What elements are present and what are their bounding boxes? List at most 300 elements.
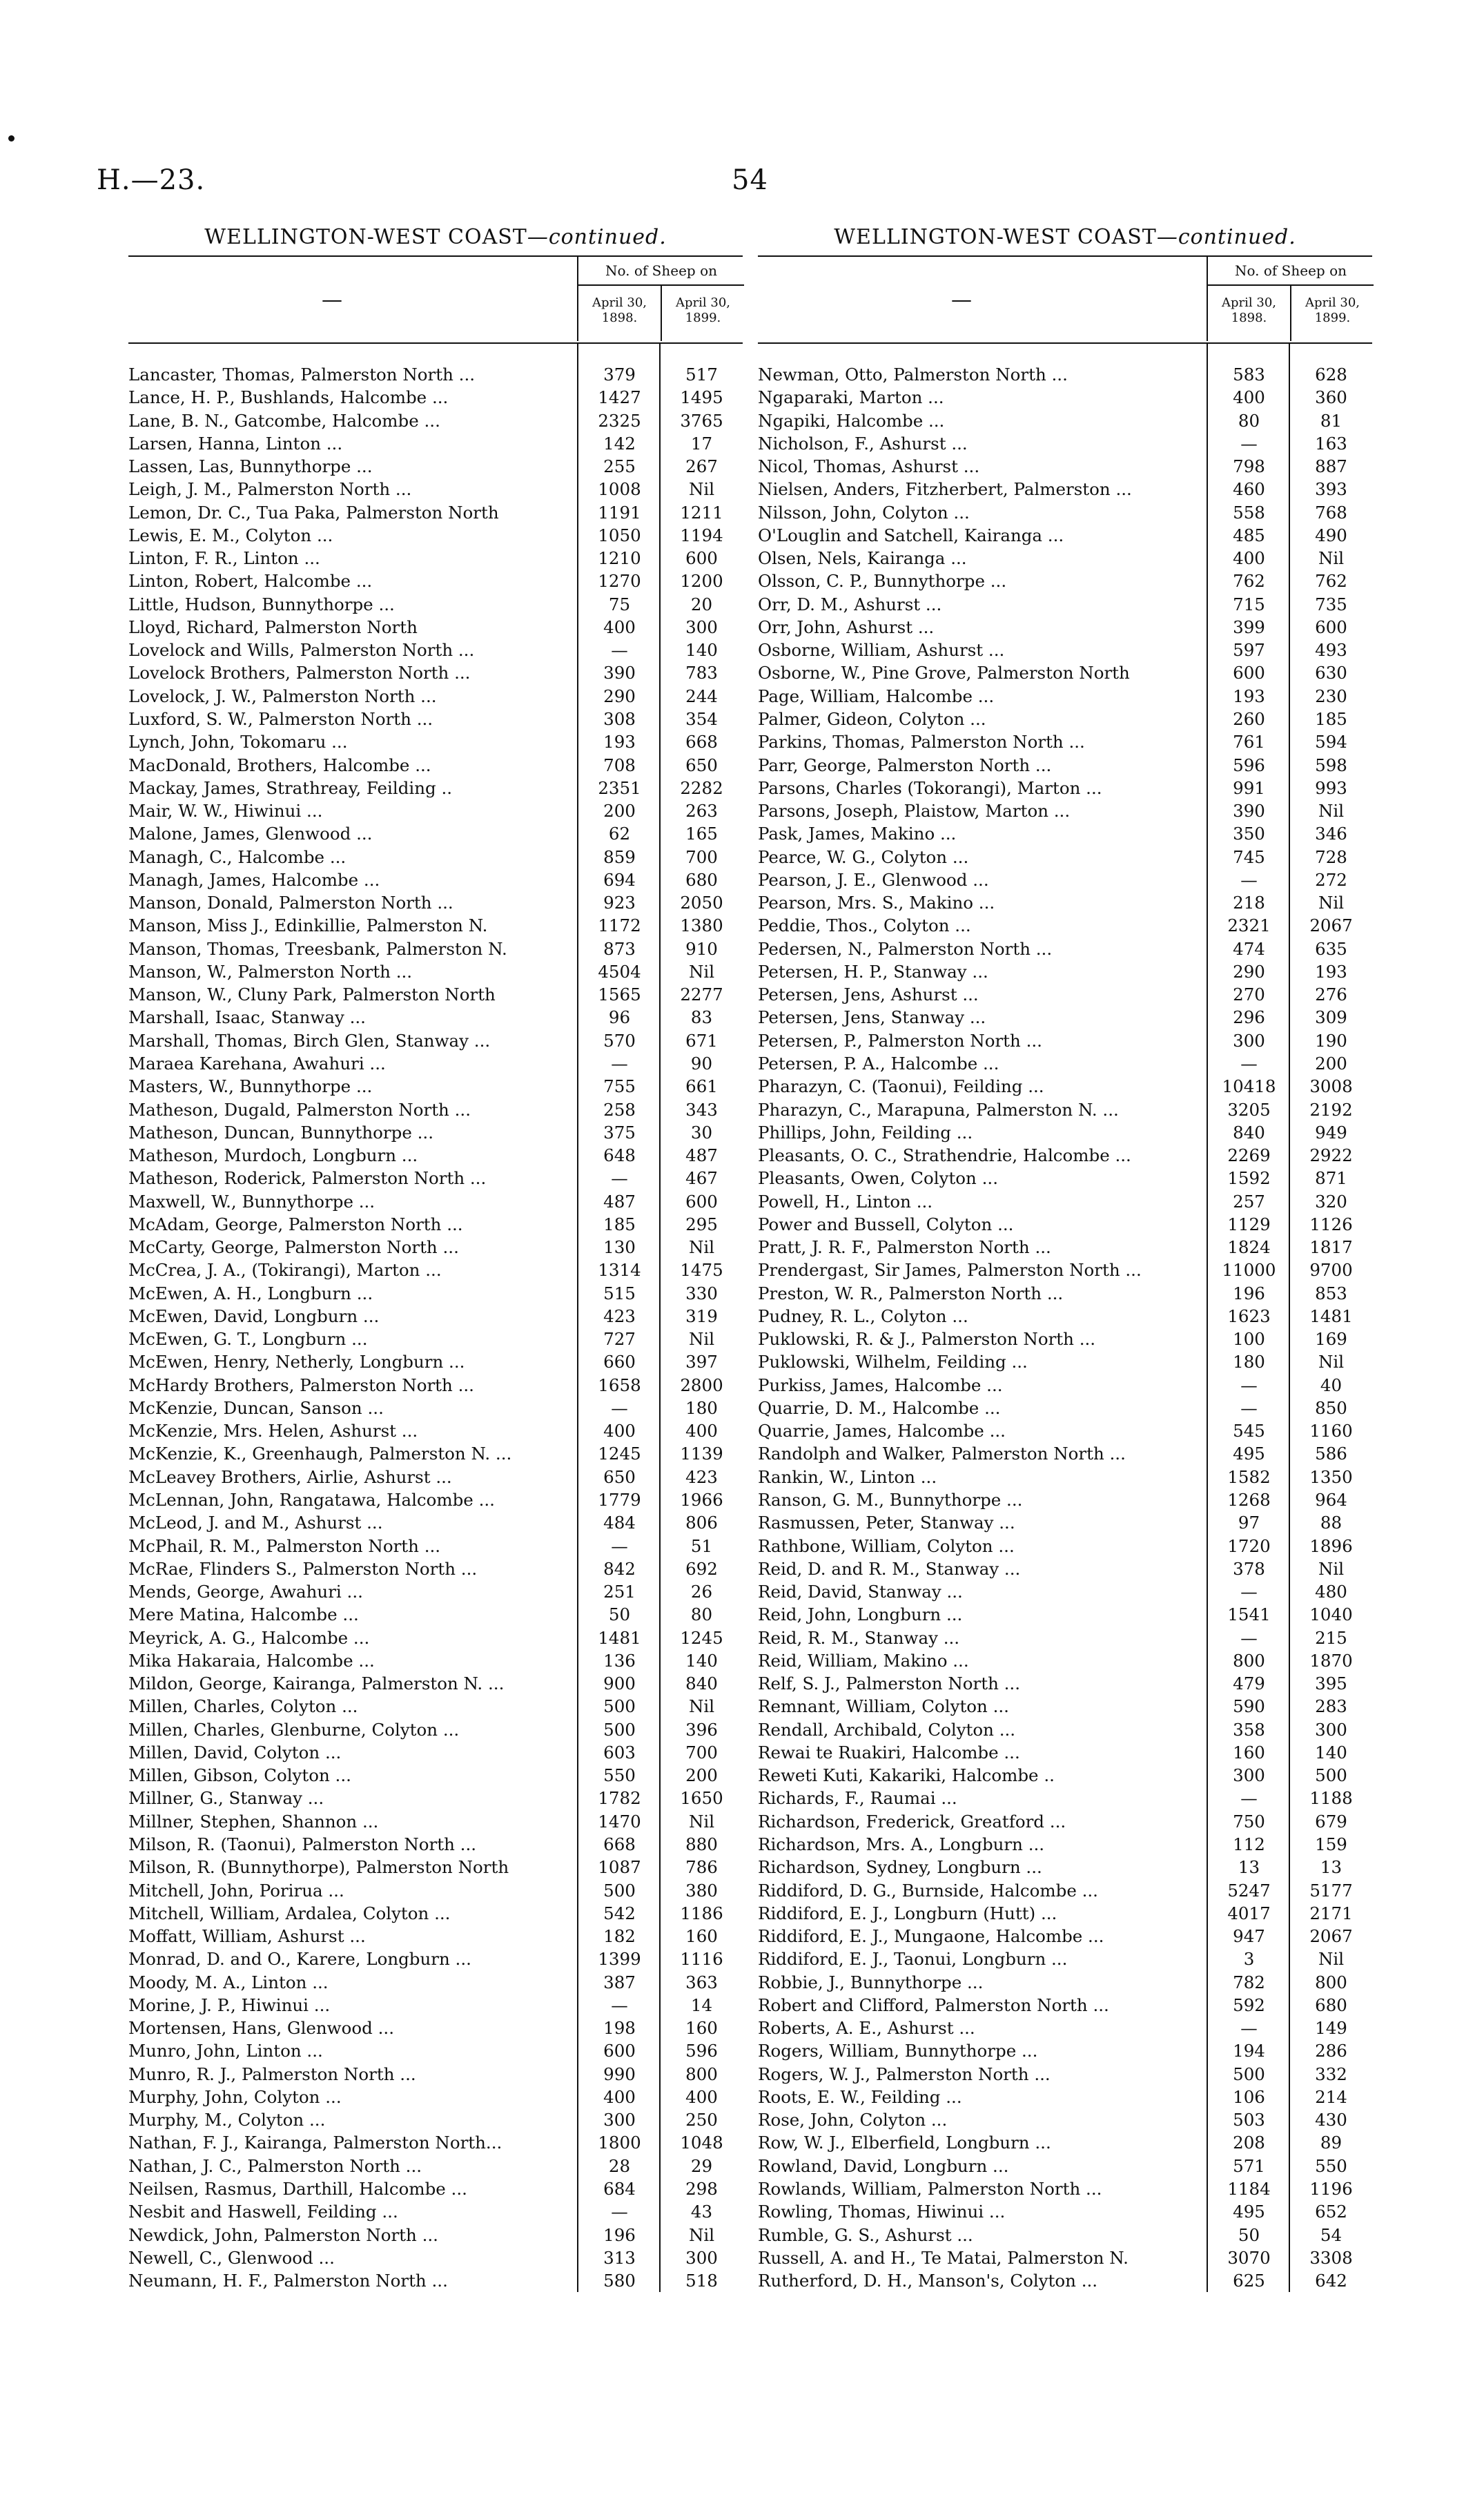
sheep-1898: 196 bbox=[603, 2224, 636, 2245]
sheep-1899: 700 bbox=[685, 1742, 718, 1763]
sheep-1899: 430 bbox=[1315, 2110, 1347, 2130]
sheep-1899: 2171 bbox=[1309, 1903, 1353, 1923]
owner-name: Reid, R. M., Stanway ... bbox=[758, 1627, 960, 1648]
table-row bbox=[128, 983, 743, 1006]
table-row bbox=[128, 1971, 743, 1994]
owner-name: Petersen, P., Palmerston North ... bbox=[758, 1030, 1042, 1051]
table-row bbox=[758, 1282, 1372, 1305]
table-row bbox=[758, 1397, 1372, 1419]
sheep-1899: 786 bbox=[685, 1857, 718, 1878]
table-row bbox=[758, 432, 1372, 455]
sheep-1899: 598 bbox=[1315, 755, 1347, 775]
owner-name: Reweti Kuti, Kakariki, Halcombe .. bbox=[758, 1765, 1055, 1786]
sheep-1898: 1541 bbox=[1227, 1604, 1271, 1625]
sheep-1898: 1050 bbox=[598, 525, 641, 545]
table-row bbox=[758, 2224, 1372, 2246]
column-title: WELLINGTON-WEST COAST—continued. bbox=[834, 225, 1296, 249]
table-row bbox=[758, 1029, 1372, 1052]
sheep-1898: 80 bbox=[1238, 410, 1260, 431]
sheep-1898: 387 bbox=[603, 1972, 636, 1992]
sheep-1898: 1172 bbox=[598, 915, 641, 936]
owner-name: Masters, W., Bunnythorpe ... bbox=[128, 1076, 373, 1097]
owner-name: McEwen, David, Longburn ... bbox=[128, 1305, 380, 1326]
sheep-1899: 215 bbox=[1315, 1627, 1347, 1648]
owner-name: Ngapiki, Halcombe ... bbox=[758, 410, 945, 431]
sheep-1899: 26 bbox=[690, 1582, 713, 1602]
sheep-1898: 550 bbox=[603, 1765, 636, 1786]
owner-name: Mitchell, William, Ardalea, Colyton ... bbox=[128, 1903, 451, 1923]
owner-name: Lynch, John, Tokomaru ... bbox=[128, 732, 348, 753]
table-row bbox=[758, 1902, 1372, 1925]
sheep-1898: 727 bbox=[603, 1329, 636, 1350]
table-header bbox=[758, 255, 1372, 344]
owner-name: Millen, David, Colyton ... bbox=[128, 1742, 342, 1763]
sheep-1898: 3 bbox=[1243, 1949, 1255, 1970]
table-row bbox=[128, 868, 743, 891]
sheep-1898: 782 bbox=[1233, 1972, 1265, 1992]
table-row bbox=[758, 1259, 1372, 1281]
table-row bbox=[758, 409, 1372, 432]
sheep-1898: 300 bbox=[1233, 1030, 1265, 1051]
sheep-1898: 142 bbox=[603, 433, 636, 454]
sheep-1898: 650 bbox=[603, 1466, 636, 1487]
margin-mark bbox=[8, 135, 14, 142]
sheep-1898: 160 bbox=[1233, 1742, 1265, 1763]
sheep-1898: 296 bbox=[1233, 1007, 1265, 1028]
sheep-1899: 668 bbox=[685, 732, 718, 753]
table-row bbox=[758, 2246, 1372, 2269]
sheep-1899: 783 bbox=[685, 663, 718, 683]
owner-name: McEwen, A. H., Longburn ... bbox=[128, 1283, 373, 1303]
owner-name: Manson, W., Cluny Park, Palmerston North bbox=[128, 984, 496, 1005]
sheep-1899: 550 bbox=[1315, 2155, 1347, 2176]
sheep-1899: 149 bbox=[1315, 2018, 1347, 2039]
owner-name: Roots, E. W., Feilding ... bbox=[758, 2086, 962, 2107]
table-row bbox=[758, 1856, 1372, 1878]
sheep-1899: 518 bbox=[685, 2271, 718, 2291]
sheep-1899: 180 bbox=[685, 1397, 718, 1418]
owner-name: Mitchell, John, Porirua ... bbox=[128, 1880, 344, 1901]
owner-name: Rankin, W., Linton ... bbox=[758, 1466, 937, 1487]
owner-name: Orr, D. M., Ashurst ... bbox=[758, 594, 942, 614]
table-row bbox=[758, 2200, 1372, 2223]
table-row bbox=[758, 1810, 1372, 1833]
sheep-1898: — bbox=[1240, 869, 1258, 890]
table-row bbox=[758, 1580, 1372, 1603]
sheep-1898: 208 bbox=[1233, 2133, 1265, 2153]
sheep-1898: 460 bbox=[1233, 479, 1265, 500]
sheep-1898: 258 bbox=[603, 1099, 636, 1120]
owner-name: Ngaparaki, Marton ... bbox=[758, 387, 944, 408]
table-body bbox=[128, 344, 743, 2292]
sheep-1898: 100 bbox=[1233, 1329, 1265, 1350]
table-row bbox=[758, 1121, 1372, 1144]
sheep-1898: — bbox=[1240, 1582, 1258, 1602]
owner-name: Puklowski, R. & J., Palmerston North ... bbox=[758, 1329, 1096, 1350]
table-row bbox=[758, 1488, 1372, 1511]
table-row bbox=[128, 1994, 743, 2017]
sheep-1899: 244 bbox=[685, 686, 718, 706]
owner-name: McCrea, J. A., (Tokirangi), Marton ... bbox=[128, 1260, 442, 1281]
sheep-1899: 1896 bbox=[1309, 1535, 1353, 1556]
sheep-1898: 600 bbox=[1233, 663, 1265, 683]
owner-name: Lassen, Las, Bunnythorpe ... bbox=[128, 456, 373, 477]
sheep-1899: 354 bbox=[685, 708, 718, 729]
sheep-1898: 1270 bbox=[598, 571, 641, 592]
sheep-1899: 140 bbox=[685, 640, 718, 661]
sheep-1898: 495 bbox=[1233, 1444, 1265, 1464]
sheep-1899: 3008 bbox=[1309, 1076, 1353, 1097]
sheep-1898: 1582 bbox=[1227, 1466, 1271, 1487]
table-row bbox=[758, 1879, 1372, 1902]
table-row bbox=[128, 914, 743, 937]
owner-name: Morine, J. P., Hiwinui ... bbox=[128, 1994, 331, 2015]
sheep-1898: 603 bbox=[603, 1742, 636, 1763]
name-column-header: — bbox=[322, 288, 342, 312]
sheep-1899: 806 bbox=[685, 1513, 718, 1533]
sheep-1899: 493 bbox=[1315, 640, 1347, 661]
sheep-1899: 283 bbox=[1315, 1696, 1347, 1717]
table-row bbox=[758, 983, 1372, 1006]
sheep-1899: Nil bbox=[1318, 1352, 1345, 1372]
table-row bbox=[128, 1488, 743, 1511]
sheep-1899: 2067 bbox=[1309, 915, 1353, 936]
owner-name: Newman, Otto, Palmerston North ... bbox=[758, 365, 1068, 385]
sheep-1899: 295 bbox=[685, 1214, 718, 1234]
sheep-1898: 290 bbox=[603, 686, 636, 706]
sheep-1899: 81 bbox=[1320, 410, 1343, 431]
owner-name: McLeod, J. and M., Ashurst ... bbox=[128, 1513, 383, 1533]
table-row bbox=[128, 1374, 743, 1397]
sheep-1898: 96 bbox=[608, 1007, 631, 1028]
sheep-1899: 467 bbox=[685, 1168, 718, 1189]
table-row bbox=[128, 1029, 743, 1052]
table-row bbox=[128, 1006, 743, 1029]
sheep-1899: 800 bbox=[1315, 1972, 1347, 1992]
sheep-1899: 3308 bbox=[1309, 2247, 1353, 2268]
table-row bbox=[128, 1350, 743, 1373]
owner-name: Millen, Gibson, Colyton ... bbox=[128, 1765, 351, 1786]
sheep-1899: 54 bbox=[1320, 2224, 1343, 2245]
sheep-1898: 542 bbox=[603, 1903, 636, 1923]
table-row bbox=[758, 1052, 1372, 1075]
owner-name: Lovelock Brothers, Palmerston North ... bbox=[128, 663, 471, 683]
sheep-1898: 1210 bbox=[598, 548, 641, 569]
table-row bbox=[758, 2177, 1372, 2200]
table-row bbox=[758, 1627, 1372, 1649]
table-row bbox=[128, 616, 743, 639]
sheep-1899: 680 bbox=[1315, 1994, 1347, 2015]
sheep-1899: 400 bbox=[685, 2086, 718, 2107]
table-row bbox=[128, 1259, 743, 1281]
header-1898: April 30, 1898. bbox=[592, 295, 647, 325]
sheep-1899: 43 bbox=[690, 2202, 713, 2222]
sheep-1899: 1048 bbox=[680, 2133, 723, 2153]
owner-name: Pearson, J. E., Glenwood ... bbox=[758, 869, 989, 890]
sheep-1899: 500 bbox=[1315, 1765, 1347, 1786]
sheep-1899: 380 bbox=[685, 1880, 718, 1901]
sheep-1898: 1427 bbox=[598, 387, 641, 408]
sheep-1899: Nil bbox=[688, 1696, 715, 1717]
sheep-1898: 479 bbox=[1233, 1673, 1265, 1694]
owner-name: Leigh, J. M., Palmerston North ... bbox=[128, 479, 412, 500]
owner-name: Pedersen, N., Palmerston North ... bbox=[758, 938, 1053, 959]
table-row bbox=[128, 593, 743, 616]
owner-name: Rogers, William, Bunnythorpe ... bbox=[758, 2041, 1038, 2061]
sheep-1898: 558 bbox=[1233, 502, 1265, 523]
table-row bbox=[758, 2063, 1372, 2086]
header-1899: April 30, 1899. bbox=[661, 286, 744, 341]
owner-name: Matheson, Duncan, Bunnythorpe ... bbox=[128, 1122, 433, 1143]
table-row bbox=[758, 478, 1372, 501]
sheep-1899: 88 bbox=[1320, 1513, 1343, 1533]
sheep-1899: Nil bbox=[688, 1811, 715, 1832]
sheep-1898: 1782 bbox=[598, 1788, 641, 1809]
sheep-1899: 363 bbox=[685, 1972, 718, 1992]
owner-name: Rose, John, Colyton ... bbox=[758, 2110, 948, 2130]
sheep-1898: 1658 bbox=[598, 1375, 641, 1395]
table-row bbox=[128, 1535, 743, 1557]
owner-name: Manson, Miss J., Edinkillie, Palmerston N. bbox=[128, 915, 488, 936]
table-row bbox=[128, 777, 743, 799]
sheep-1899: 630 bbox=[1315, 663, 1347, 683]
table-row bbox=[758, 846, 1372, 868]
sheep-1898: 762 bbox=[1233, 571, 1265, 592]
sheep-1898: 745 bbox=[1233, 846, 1265, 867]
sheep-1898: 842 bbox=[603, 1558, 636, 1579]
sheep-1898: 3070 bbox=[1227, 2247, 1271, 2268]
sheep-1898: 694 bbox=[603, 869, 636, 890]
sheep-1898: — bbox=[1240, 1788, 1258, 1809]
owner-name: Maraea Karehana, Awahuri ... bbox=[128, 1053, 386, 1074]
sheep-1898: 180 bbox=[1233, 1352, 1265, 1372]
sheep-1899: 230 bbox=[1315, 686, 1347, 706]
sheep-1899: 487 bbox=[685, 1145, 718, 1166]
sheep-1899: Nil bbox=[688, 479, 715, 500]
table-row bbox=[758, 1236, 1372, 1259]
sheep-1898: — bbox=[1240, 1627, 1258, 1648]
sheep-1898: 570 bbox=[603, 1030, 636, 1051]
owner-name: Robert and Clifford, Palmerston North ... bbox=[758, 1994, 1109, 2015]
sheep-1899: 635 bbox=[1315, 938, 1347, 959]
owner-name: Powell, H., Linton ... bbox=[758, 1191, 933, 1212]
sheep-1898: 1245 bbox=[598, 1444, 641, 1464]
sheep-1899: 679 bbox=[1315, 1811, 1347, 1832]
sheep-1898: 592 bbox=[1233, 1994, 1265, 2015]
owner-name: Petersen, Jens, Stanway ... bbox=[758, 1007, 986, 1028]
sheep-1899: 1186 bbox=[680, 1903, 723, 1923]
table-row bbox=[758, 570, 1372, 592]
sheep-1899: 160 bbox=[685, 2018, 718, 2039]
sheep-1898: 260 bbox=[1233, 708, 1265, 729]
owner-name: Manson, Thomas, Treesbank, Palmerston N. bbox=[128, 938, 507, 959]
owner-name: Pharazyn, C. (Taonui), Feilding ... bbox=[758, 1076, 1044, 1097]
owner-name: Richardson, Frederick, Greatford ... bbox=[758, 1811, 1066, 1832]
owner-name: Munro, John, Linton ... bbox=[128, 2041, 323, 2061]
owner-name: Larsen, Hanna, Linton ... bbox=[128, 433, 343, 454]
name-column-header: — bbox=[951, 288, 972, 312]
sheep-1898: 500 bbox=[603, 1696, 636, 1717]
owner-name: Lewis, E. M., Colyton ... bbox=[128, 525, 333, 545]
sheep-1898: 580 bbox=[603, 2271, 636, 2291]
owner-name: Mortensen, Hans, Glenwood ... bbox=[128, 2018, 394, 2039]
table-row bbox=[128, 455, 743, 478]
owner-name: Osborne, W., Pine Grove, Palmerston North bbox=[758, 663, 1130, 683]
sheep-1898: 583 bbox=[1233, 365, 1265, 385]
sheep-1899: 40 bbox=[1320, 1375, 1343, 1395]
owner-name: Neilsen, Rasmus, Darthill, Halcombe ... bbox=[128, 2178, 467, 2199]
owner-name: McHardy Brothers, Palmerston North ... bbox=[128, 1375, 474, 1395]
table-row bbox=[128, 1580, 743, 1603]
table-row bbox=[758, 616, 1372, 639]
owner-name: Neumann, H. F., Palmerston North ... bbox=[128, 2271, 448, 2291]
sheep-1898: 400 bbox=[603, 617, 636, 637]
table-row bbox=[128, 661, 743, 684]
owner-name: Nilsson, John, Colyton ... bbox=[758, 502, 970, 523]
table-row bbox=[758, 708, 1372, 730]
owner-name: Pask, James, Makino ... bbox=[758, 824, 957, 844]
owner-name: Petersen, P. A., Halcombe ... bbox=[758, 1053, 999, 1074]
owner-name: Quarrie, James, Halcombe ... bbox=[758, 1421, 1006, 1441]
header-1898: April 30, 1898. bbox=[1222, 295, 1276, 325]
sheep-1898: 1565 bbox=[598, 984, 641, 1005]
table-row bbox=[128, 730, 743, 753]
owner-name: McLennan, John, Rangatawa, Halcombe ... bbox=[128, 1490, 495, 1511]
sheep-1899: 628 bbox=[1315, 365, 1347, 385]
table-row bbox=[758, 661, 1372, 684]
owner-name: Moody, M. A., Linton ... bbox=[128, 1972, 329, 1992]
table-row bbox=[128, 2246, 743, 2269]
sheep-1898: 597 bbox=[1233, 640, 1265, 661]
sheep-1899: 1211 bbox=[680, 502, 723, 523]
sheep-count-header: No. of Sheep on April 30, 1898. April 30, 1899. bbox=[1207, 257, 1374, 341]
table-row bbox=[758, 1511, 1372, 1534]
sheep-1898: 50 bbox=[608, 1604, 631, 1625]
owner-name: Mends, George, Awahuri ... bbox=[128, 1582, 363, 1602]
sheep-1899: 163 bbox=[1315, 433, 1347, 454]
owner-name: Petersen, H. P., Stanway ... bbox=[758, 961, 988, 982]
sheep-1898: 290 bbox=[1233, 961, 1265, 982]
owner-name: Reid, David, Stanway ... bbox=[758, 1582, 963, 1602]
table-row bbox=[128, 1282, 743, 1305]
sheep-1898: 947 bbox=[1233, 1926, 1265, 1947]
sheep-1898: — bbox=[611, 1397, 628, 1418]
sheep-1898: — bbox=[1240, 1375, 1258, 1395]
owner-name: Rewai te Ruakiri, Halcombe ... bbox=[758, 1742, 1020, 1763]
sheep-1899: 871 bbox=[1315, 1168, 1347, 1189]
owner-name: McRae, Flinders S., Palmerston North ... bbox=[128, 1558, 478, 1579]
table-row bbox=[758, 2131, 1372, 2154]
sheep-1898: 62 bbox=[608, 824, 631, 844]
sheep-1899: 300 bbox=[685, 2247, 718, 2268]
sheep-1898: 1008 bbox=[598, 479, 641, 500]
table-row bbox=[128, 639, 743, 661]
owner-name: Ranson, G. M., Bunnythorpe ... bbox=[758, 1490, 1023, 1511]
owner-name: McAdam, George, Palmerston North ... bbox=[128, 1214, 463, 1234]
sheep-1899: 517 bbox=[685, 365, 718, 385]
sheep-1898: 1470 bbox=[598, 1811, 641, 1832]
sheep-1898: 484 bbox=[603, 1513, 636, 1533]
owner-name: Rowland, David, Longburn ... bbox=[758, 2155, 1009, 2176]
table-row bbox=[128, 1075, 743, 1098]
owner-name: Pleasants, Owen, Colyton ... bbox=[758, 1168, 998, 1189]
sheep-1899: 190 bbox=[1315, 1030, 1347, 1051]
sheep-1898: 1184 bbox=[1227, 2178, 1271, 2199]
sheep-1899: 1481 bbox=[1309, 1305, 1353, 1326]
sheep-1899: 250 bbox=[685, 2110, 718, 2130]
table-row bbox=[128, 1167, 743, 1190]
sheep-1899: 193 bbox=[1315, 961, 1347, 982]
sheep-1898: — bbox=[611, 2202, 628, 2222]
owner-name: Mere Matina, Halcombe ... bbox=[128, 1604, 359, 1625]
sheep-1898: — bbox=[611, 640, 628, 661]
sheep-1899: 263 bbox=[685, 801, 718, 822]
table-row bbox=[128, 1627, 743, 1649]
sheep-1898: — bbox=[1240, 1053, 1258, 1074]
table-row bbox=[128, 2269, 743, 2292]
sheep-1898: 390 bbox=[603, 663, 636, 683]
owner-name: Richardson, Sydney, Longburn ... bbox=[758, 1857, 1042, 1878]
page-number: 54 bbox=[732, 164, 768, 196]
table-row bbox=[758, 1649, 1372, 1672]
table-row bbox=[128, 822, 743, 845]
owner-name: Olsen, Nels, Kairanga ... bbox=[758, 548, 967, 569]
sheep-1898: 75 bbox=[608, 594, 631, 614]
owner-name: Nathan, F. J., Kairanga, Palmerston North... bbox=[128, 2133, 502, 2153]
sheep-1898: 400 bbox=[1233, 387, 1265, 408]
sheep-1898: 1268 bbox=[1227, 1490, 1271, 1511]
table-row bbox=[128, 432, 743, 455]
table-row bbox=[128, 1764, 743, 1787]
sheep-1898: 755 bbox=[603, 1076, 636, 1097]
table-row bbox=[128, 1052, 743, 1075]
table-body bbox=[758, 344, 1372, 2292]
owner-name: Marshall, Isaac, Stanway ... bbox=[128, 1007, 366, 1028]
sheep-1899: 600 bbox=[685, 1191, 718, 1212]
table-row bbox=[758, 1741, 1372, 1764]
table-row bbox=[758, 1328, 1372, 1350]
table-row bbox=[128, 363, 743, 386]
table-row bbox=[758, 386, 1372, 409]
table-row bbox=[128, 754, 743, 777]
sheep-1898: 1824 bbox=[1227, 1237, 1271, 1258]
owner-name: Rowlands, William, Palmerston North ... bbox=[758, 2178, 1102, 2199]
owner-name: Marshall, Thomas, Birch Glen, Stanway ... bbox=[128, 1030, 491, 1051]
sheep-1899: 1495 bbox=[680, 387, 723, 408]
sheep-1899: 2067 bbox=[1309, 1926, 1353, 1947]
table-row bbox=[128, 2017, 743, 2039]
sheep-1898: 2321 bbox=[1227, 915, 1271, 936]
sheep-1899: 652 bbox=[1315, 2202, 1347, 2222]
table-row bbox=[128, 1948, 743, 1970]
sheep-1899: 395 bbox=[1315, 1673, 1347, 1694]
owner-name: Maxwell, W., Bunnythorpe ... bbox=[128, 1191, 375, 1212]
sheep-1898: 375 bbox=[603, 1122, 636, 1143]
owner-name: Purkiss, James, Halcombe ... bbox=[758, 1375, 1003, 1395]
sheep-1898: 474 bbox=[1233, 938, 1265, 959]
table-row bbox=[128, 1902, 743, 1925]
sheep-1899: 1870 bbox=[1309, 1650, 1353, 1671]
table-row bbox=[758, 455, 1372, 478]
sheep-1899: 692 bbox=[685, 1558, 718, 1579]
sheep-1899: 3765 bbox=[680, 410, 723, 431]
table-row bbox=[758, 1006, 1372, 1029]
table-row bbox=[758, 2108, 1372, 2131]
sheep-1899: 169 bbox=[1315, 1329, 1347, 1350]
table-row bbox=[128, 2063, 743, 2086]
sheep-1899: 1188 bbox=[1309, 1788, 1353, 1809]
sheep-1898: 390 bbox=[1233, 801, 1265, 822]
